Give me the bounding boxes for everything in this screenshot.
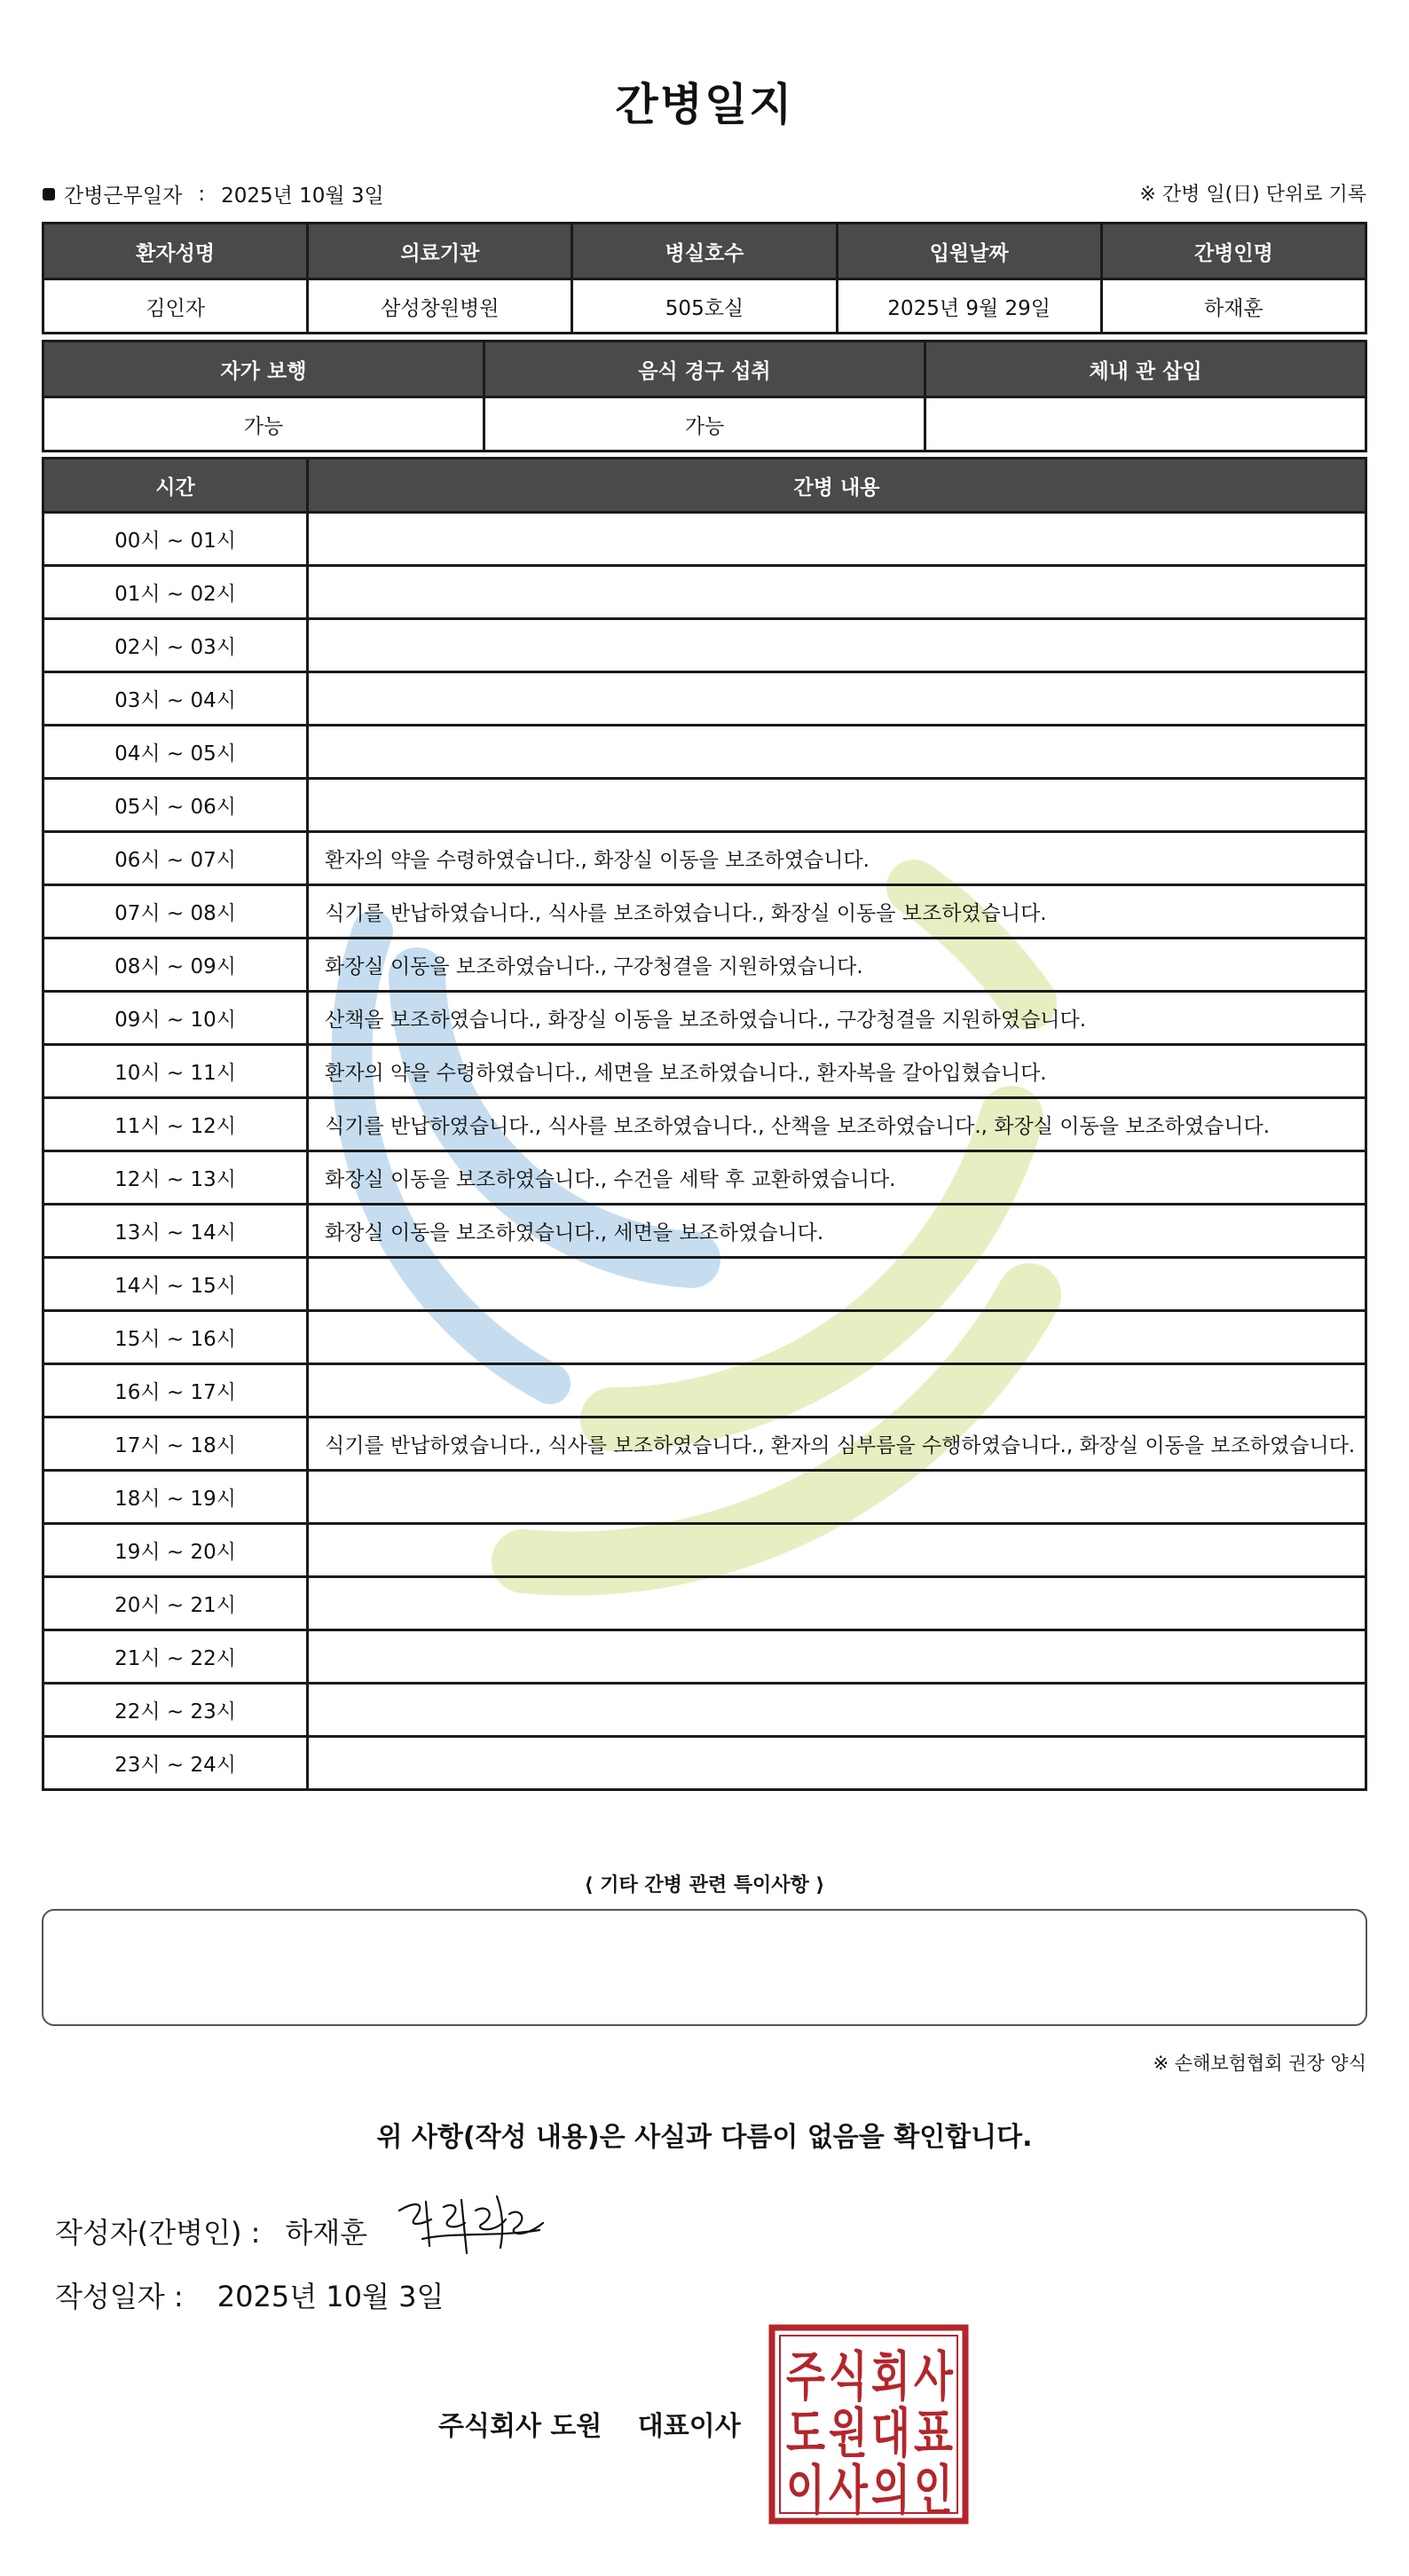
- hospital-name: 삼성창원병원: [308, 279, 572, 334]
- care-content: [308, 1577, 1366, 1630]
- seal-character: 이: [786, 2460, 825, 2522]
- room-number: 505호실: [572, 279, 837, 334]
- care-content: [308, 779, 1366, 832]
- care-content: [308, 1471, 1366, 1524]
- header-tube-insertion: 체내 관 삽입: [925, 342, 1366, 397]
- time-slot: 10시 ~ 11시: [43, 1045, 308, 1098]
- table-row: [43, 992, 1366, 1045]
- care-content: [308, 1311, 1366, 1364]
- table-row: [43, 832, 1366, 885]
- table-row: [43, 1737, 1366, 1790]
- table-row: [43, 939, 1366, 992]
- time-slot: 01시 ~ 02시: [43, 566, 308, 619]
- written-date-label: 작성일자 :: [55, 2280, 184, 2313]
- table-row: [43, 1684, 1366, 1737]
- time-slot: 07시 ~ 08시: [43, 885, 308, 939]
- care-content: [308, 672, 1366, 726]
- time-slot: 19시 ~ 20시: [43, 1524, 308, 1577]
- patient-name: 김인자: [43, 279, 308, 334]
- care-content: 식기를 반납하였습니다., 식사를 보조하였습니다., 화장실 이동을 보조하였습니다.: [308, 885, 1366, 939]
- company-name: 주식회사 도원: [438, 2411, 602, 2442]
- care-content: 산책을 보조하였습니다., 화장실 이동을 보조하였습니다., 구강청결을 지원하였습니다.: [308, 992, 1366, 1045]
- time-slot: 00시 ~ 01시: [43, 513, 308, 566]
- time-slot: 22시 ~ 23시: [43, 1684, 308, 1737]
- table-row: [43, 1524, 1366, 1577]
- table-row: [43, 672, 1366, 726]
- self-walking-value: 가능: [43, 397, 484, 452]
- tube-insertion-value: [925, 397, 1366, 452]
- patient-ability-table: [42, 340, 1367, 452]
- oral-intake-value: 가능: [484, 397, 925, 452]
- seal-character: 도: [786, 2403, 826, 2465]
- table-row: [43, 1471, 1366, 1524]
- care-content: [308, 566, 1366, 619]
- written-date-value: 2025년 10월 3일: [216, 2280, 445, 2313]
- care-content: [308, 1364, 1366, 1418]
- table-row: [43, 1311, 1366, 1364]
- table-row: [43, 1577, 1366, 1630]
- time-slot: 15시 ~ 16시: [43, 1311, 308, 1364]
- care-content: [308, 726, 1366, 779]
- admission-date: 2025년 9월 29일: [837, 279, 1101, 334]
- table-row: [43, 619, 1366, 672]
- header-admission-date: 입원날짜: [837, 224, 1101, 279]
- notes-title: ⟨ 기타 간병 관련 특이사항 ⟩: [584, 1874, 825, 1897]
- table-row: [43, 726, 1366, 779]
- time-slot: 21시 ~ 22시: [43, 1630, 308, 1684]
- writer-line: [55, 2211, 367, 2251]
- work-date-separator: :: [198, 182, 206, 206]
- header-patient-name: 환자성명: [43, 224, 308, 279]
- time-slot: 23시 ~ 24시: [43, 1737, 308, 1790]
- time-slot: 09시 ~ 10시: [43, 992, 308, 1045]
- seal-character: 식: [829, 2346, 868, 2408]
- writer-label: 작성자(간병인) :: [55, 2216, 261, 2250]
- seal-character: 의: [871, 2460, 910, 2522]
- time-slot: 18시 ~ 19시: [43, 1471, 308, 1524]
- patient-header-row: [43, 224, 1366, 279]
- table-row: [43, 779, 1366, 832]
- time-slot: 13시 ~ 14시: [43, 1205, 308, 1258]
- schedule-header-row: [43, 459, 1366, 513]
- writer-name: 하재훈: [285, 2216, 368, 2250]
- table-row: [43, 1151, 1366, 1205]
- seal-character: 인: [914, 2460, 953, 2522]
- header-oral-intake: 음식 경구 섭취: [484, 342, 925, 397]
- unit-note: ※ 간병 일(日) 단위로 기록: [1139, 184, 1366, 206]
- time-slot: 17시 ~ 18시: [43, 1418, 308, 1471]
- special-notes-box: [42, 1909, 1367, 2026]
- care-content: 화장실 이동을 보조하였습니다., 수건을 세탁 후 교환하였습니다.: [308, 1151, 1366, 1205]
- care-content: [308, 1737, 1366, 1790]
- time-slot: 14시 ~ 15시: [43, 1258, 308, 1311]
- care-content: [308, 1630, 1366, 1684]
- seal-character: 사: [914, 2346, 954, 2408]
- company-role: 대표이사: [637, 2411, 741, 2442]
- care-schedule-table: [42, 457, 1367, 1791]
- seal-character: 원: [829, 2403, 868, 2465]
- time-slot: 02시 ~ 03시: [43, 619, 308, 672]
- care-content: 환자의 약을 수령하였습니다., 화장실 이동을 보조하였습니다.: [308, 832, 1366, 885]
- seal-character: 대: [871, 2403, 910, 2465]
- signature-image: [390, 2184, 550, 2264]
- time-slot: 05시 ~ 06시: [43, 779, 308, 832]
- table-row: [43, 1364, 1366, 1418]
- document-title: 간병일지: [615, 79, 794, 130]
- patient-info-table: [42, 222, 1367, 334]
- seal-character: 주: [786, 2346, 826, 2408]
- header-room: 병실호수: [572, 224, 837, 279]
- seal-character: 사: [829, 2460, 869, 2522]
- table-row: [43, 885, 1366, 939]
- care-content: 화장실 이동을 보조하였습니다., 구강청결을 지원하였습니다.: [308, 939, 1366, 992]
- work-date: [43, 179, 384, 208]
- caregiver-name: 하재훈: [1101, 279, 1366, 334]
- header-self-walking: 자가 보행: [43, 342, 484, 397]
- table-row: [43, 1098, 1366, 1151]
- time-slot: 03시 ~ 04시: [43, 672, 308, 726]
- time-slot: 20시 ~ 21시: [43, 1577, 308, 1630]
- seal-character: 회: [871, 2346, 910, 2408]
- table-row: [43, 1045, 1366, 1098]
- table-row: [43, 1258, 1366, 1311]
- care-content: 식기를 반납하였습니다., 식사를 보조하였습니다., 산책을 보조하였습니다., 화장실 이동을 보조하였습니다.: [308, 1098, 1366, 1151]
- care-content: 식기를 반납하였습니다., 식사를 보조하였습니다., 환자의 심부름을 수행하였습니다., 화장실 이동을 보조하였습니다.: [308, 1418, 1366, 1471]
- table-row: [43, 1418, 1366, 1471]
- care-content: [308, 1684, 1366, 1737]
- time-slot: 08시 ~ 09시: [43, 939, 308, 992]
- header-hospital: 의료기관: [308, 224, 572, 279]
- time-slot: 06시 ~ 07시: [43, 832, 308, 885]
- form-footnote: ※ 손해보험협회 권장 양식: [1153, 2053, 1366, 2074]
- header-caregiver: 간병인명: [1101, 224, 1366, 279]
- schedule-body: [43, 513, 1366, 1790]
- work-date-label: 간병근무일자: [64, 185, 183, 208]
- work-date-value: 2025년 10월 3일: [221, 185, 384, 208]
- care-content: [308, 619, 1366, 672]
- company-line: [438, 2404, 741, 2443]
- table-row: [43, 1205, 1366, 1258]
- seal-character: 표: [914, 2403, 954, 2465]
- table-row: [43, 1630, 1366, 1684]
- care-content: 환자의 약을 수령하였습니다., 세면을 보조하였습니다., 환자복을 갈아입혔습니다.: [308, 1045, 1366, 1098]
- table-row: [43, 513, 1366, 566]
- time-slot: 04시 ~ 05시: [43, 726, 308, 779]
- table-row: [43, 566, 1366, 619]
- company-seal-stamp: [768, 2324, 969, 2525]
- time-slot: 11시 ~ 12시: [43, 1098, 308, 1151]
- care-content: [308, 1524, 1366, 1577]
- patient-value-row: [43, 279, 1366, 334]
- time-slot: 12시 ~ 13시: [43, 1151, 308, 1205]
- care-content: [308, 513, 1366, 566]
- header-time: 시간: [43, 459, 308, 513]
- header-care-content: 간병 내용: [308, 459, 1366, 513]
- ability-value-row: [43, 397, 1366, 452]
- care-content: [308, 1258, 1366, 1311]
- square-bullet-icon: [43, 188, 55, 200]
- care-content: 화장실 이동을 보조하였습니다., 세면을 보조하였습니다.: [308, 1205, 1366, 1258]
- written-date-line: [55, 2274, 444, 2315]
- confirmation-statement: 위 사항(작성 내용)은 사실과 다름이 없음을 확인합니다.: [376, 2122, 1033, 2153]
- time-slot: 16시 ~ 17시: [43, 1364, 308, 1418]
- ability-header-row: [43, 342, 1366, 397]
